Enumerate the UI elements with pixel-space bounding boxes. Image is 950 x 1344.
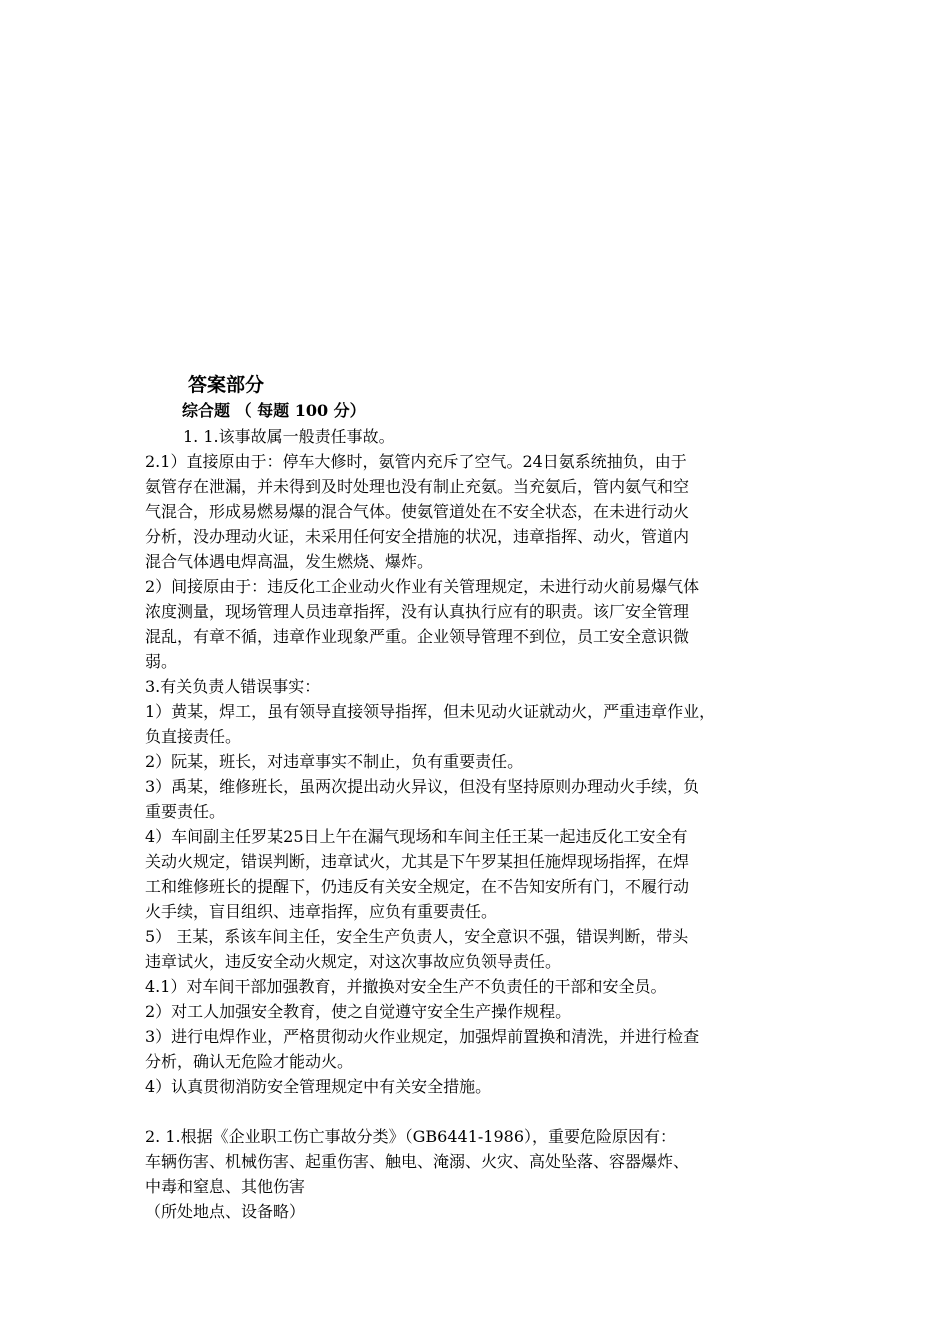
answer-line: 违章试火，违反安全动火规定，对这次事故应负领导责任。 bbox=[145, 952, 562, 971]
answer-body bbox=[145, 424, 825, 1224]
answer-section-heading: 答案部分 bbox=[188, 374, 265, 396]
answer-line: 2.1）直接原由于：停车大修时，氨管内充斥了空气。24日氨系统抽负，由于 bbox=[145, 452, 687, 471]
answer-line: 4）车间副主任罗某25日上午在漏气现场和车间主任王某一起违反化工安全有 bbox=[145, 827, 688, 846]
answer-line: 车辆伤害、机械伤害、起重伤害、触电、淹溺、火灾、高处坠落、容器爆炸、 bbox=[145, 1152, 690, 1171]
answer-line: 弱。 bbox=[145, 652, 178, 671]
answer-line: 3.有关负责人错误事实： bbox=[145, 677, 321, 696]
answer-line: 2）对工人加强安全教育，使之自觉遵守安全生产操作规程。 bbox=[145, 1002, 572, 1021]
answer-line: 中毒和窒息、其他伤害 bbox=[145, 1177, 306, 1196]
blank-line bbox=[145, 1099, 825, 1124]
answer-line: 负直接责任。 bbox=[145, 727, 242, 746]
answer-line: 关动火规定，错误判断，违章试火，尤其是下午罗某担任施焊现场指挥，在焊 bbox=[145, 852, 690, 871]
answer-line: 重要责任。 bbox=[145, 802, 226, 821]
answer-line: 气混合，形成易燃易爆的混合气体。使氨管道处在不安全状态，在未进行动火 bbox=[145, 502, 690, 521]
answer-line: 3）禹某，维修班长，虽两次提出动火异议，但没有坚持原则办理动火手续，负 bbox=[145, 777, 700, 796]
answer-line: 3）进行电焊作业，严格贯彻动火作业规定，加强焊前置换和清洗，并进行检查 bbox=[145, 1027, 700, 1046]
answer-line: 4.1）对车间干部加强教育，并撤换对安全生产不负责任的干部和安全员。 bbox=[145, 977, 667, 996]
answer-line: 混合气体遇电焊高温，发生燃烧、爆炸。 bbox=[145, 552, 434, 571]
answer-line: 浓度测量，现场管理人员违章指挥，没有认真执行应有的职责。该厂安全管理 bbox=[145, 602, 690, 621]
answer-line: 分析，没办理动火证，未采用任何安全措施的状况，违章指挥、动火，管道内 bbox=[145, 527, 690, 546]
answer-line: 4）认真贯彻消防安全管理规定中有关安全措施。 bbox=[145, 1077, 492, 1096]
answer-line: （所处地点、设备略） bbox=[145, 1202, 306, 1221]
answer-line: 2. 1.根据《企业职工伤亡事故分类》（GB6441-1986），重要危险原因有： bbox=[145, 1127, 677, 1146]
question-type-heading: 综合题 （ 每题 100 分） bbox=[182, 401, 366, 420]
answer-line: 2）间接原由于：违反化工企业动火作业有关管理规定，未进行动火前易爆气体 bbox=[145, 577, 700, 596]
answer-line: 氨管存在泄漏，并未得到及时处理也没有制止充氨。当充氨后，管内氨气和空 bbox=[145, 477, 690, 496]
answer-line: 火手续，盲目组织、违章指挥，应负有重要责任。 bbox=[145, 902, 498, 921]
answer-line: 分析，确认无危险才能动火。 bbox=[145, 1052, 354, 1071]
answer-line: 1. 1.该事故属一般责任事故。 bbox=[183, 427, 395, 446]
answer-line: 混乱，有章不循，违章作业现象严重。企业领导管理不到位，员工安全意识微 bbox=[145, 627, 690, 646]
answer-line: 2）阮某，班长，对违章事实不制止，负有重要责任。 bbox=[145, 752, 524, 771]
answer-line: 工和维修班长的提醒下，仍违反有关安全规定，在不告知安所有门，不履行动 bbox=[145, 877, 690, 896]
answer-line: 5） 王某，系该车间主任，安全生产负责人，安全意识不强，错误判断，带头 bbox=[145, 927, 689, 946]
answer-line: 1）黄某，焊工，虽有领导直接领导指挥，但未见动火证就动火，严重违章作业， bbox=[145, 702, 716, 721]
